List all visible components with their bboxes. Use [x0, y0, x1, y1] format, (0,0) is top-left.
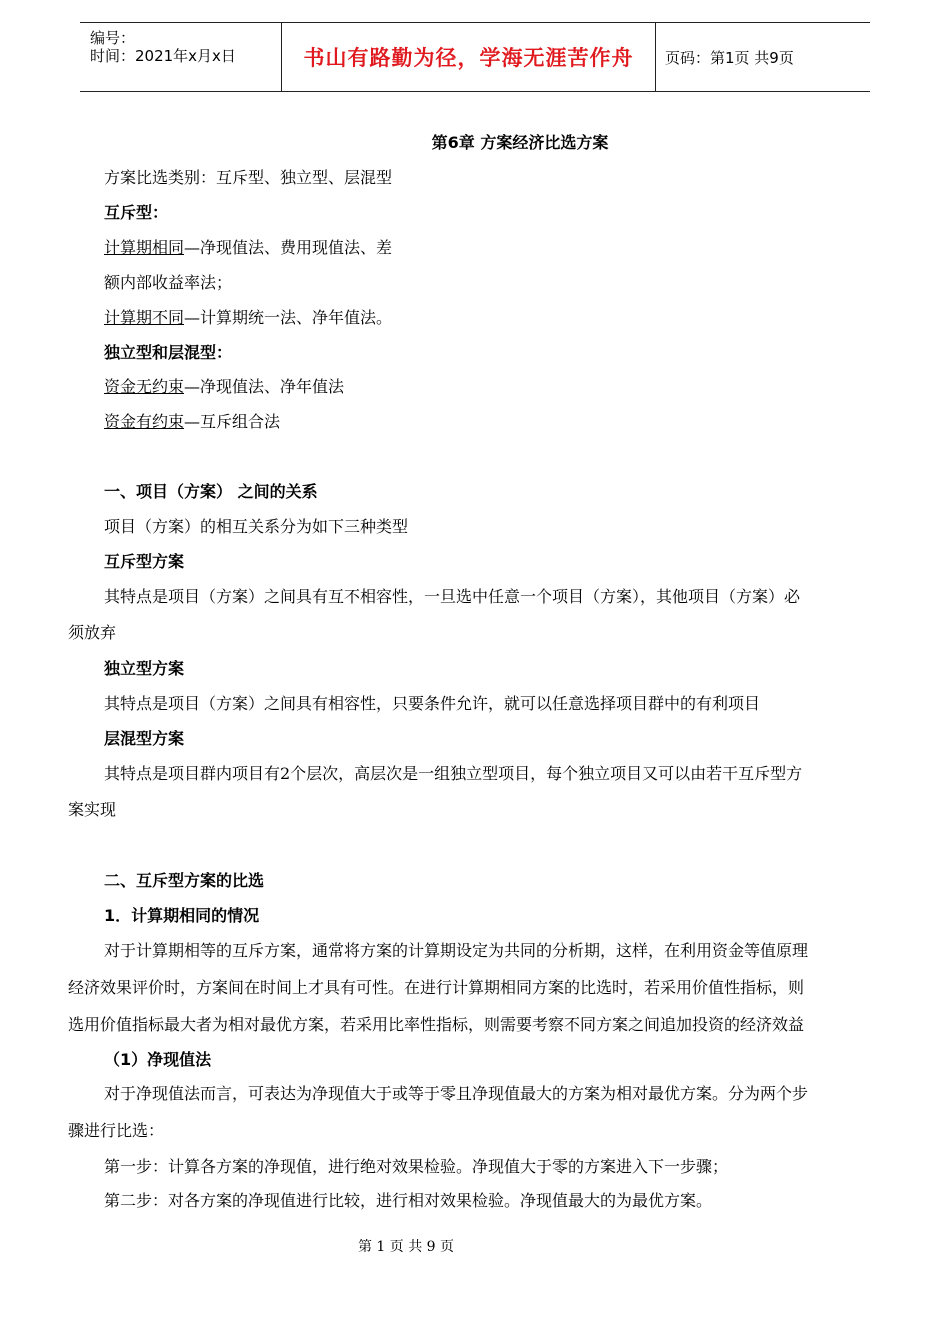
methods-fund-limit: —互斥组合法: [184, 412, 281, 431]
independent-heading: 独立型和层混型：: [104, 343, 233, 362]
mutual-line-1: [104, 237, 392, 259]
section-2-title: 二、互斥型方案的比选: [104, 871, 265, 890]
step-2: 第二步：对各方案的净现值进行比较，进行相对效果检验。净现值最大的为最优方案。: [104, 1191, 713, 1210]
term-no-fund-limit: 资金无约束: [104, 377, 185, 396]
independent-line-1: [104, 376, 344, 398]
step-1: 第一步：计算各方案的净现值，进行绝对效果检验。净现值大于零的方案进入下一步骤；: [104, 1157, 729, 1176]
categories-line: 方案比选类别：互斥型、独立型、层混型: [104, 168, 393, 187]
header-motto-cell: [281, 23, 656, 91]
mutual-methods-diff-period: —计算期统一法、净年值法。: [184, 308, 393, 327]
mutual-methods-same-period: —净现值法、费用现值法、差: [184, 238, 393, 257]
section-1-intro: 项目（方案）的相互关系分为如下三种类型: [104, 517, 409, 536]
type-layered-para-1: 其特点是项目群内项目有2个层次，高层次是一组独立型项目，每个独立项目又可以由若干互斥型方: [104, 764, 803, 783]
mutual-term-diff-period: 计算期不同: [104, 308, 185, 327]
type-layered-heading: 层混型方案: [104, 729, 185, 748]
header-motto: 书山有路勤为径，学海无涯苦作舟: [303, 46, 634, 70]
number-label: 编号：: [90, 29, 136, 47]
methods-no-fund-limit: —净现值法、净年值法: [184, 377, 345, 396]
npv-method-title: （1）净现值法: [104, 1050, 212, 1069]
page-footer: 第 1 页 共 9 页: [357, 1239, 455, 1255]
subsection-1-title: 1．计算期相同的情况: [104, 906, 260, 925]
header-right-cell: [665, 23, 870, 91]
section-1-title: 一、项目（方案） 之间的关系: [104, 482, 318, 501]
independent-line-2: [104, 411, 280, 433]
type-mutual-para-2: 须放弃: [68, 623, 117, 642]
mutual-line-2: [104, 307, 392, 329]
page-header: [80, 22, 870, 92]
para-a-line-2: 经济效果评价时，方案间在时间上才具有可性。在进行计算期相同方案的比选时，若采用价值性指标，则: [68, 978, 805, 997]
para-a-line-1: 对于计算期相等的互斥方案，通常将方案的计算期设定为共同的分析期，这样，在利用资金等值原理: [104, 941, 809, 960]
para-b-line-2: 骤进行比选：: [68, 1121, 165, 1140]
mutual-term-same-period: 计算期相同: [104, 238, 185, 257]
time-label: 时间：2021年x月x日: [90, 47, 236, 65]
header-page-label: 页码：第1页 共9页: [665, 48, 794, 67]
para-b-line-1: 对于净现值法而言，可表达为净现值大于或等于零且净现值最大的方案为相对最优方案。分为两个步: [104, 1084, 809, 1103]
term-fund-limit: 资金有约束: [104, 412, 185, 431]
mutual-heading: 互斥型：: [104, 203, 169, 222]
type-mutual-heading: 互斥型方案: [104, 552, 185, 571]
para-a-line-3: 选用价值指标最大者为相对最优方案，若采用比率性指标，则需要考察不同方案之间追加投资的经济效益: [68, 1015, 805, 1034]
type-layered-para-2: 案实现: [68, 800, 117, 819]
chapter-title: 第6章 方案经济比选方案: [431, 133, 609, 152]
header-left-cell: [80, 23, 280, 91]
type-independent-para: 其特点是项目（方案）之间具有相容性，只要条件允许，就可以任意选择项目群中的有利项目: [104, 694, 761, 713]
mutual-line-1-cont: 额内部收益率法；: [104, 273, 233, 292]
type-mutual-para-1: 其特点是项目（方案）之间具有互不相容性，一旦选中任意一个项目（方案），其他项目（方案）必: [104, 587, 801, 606]
type-independent-heading: 独立型方案: [104, 659, 185, 678]
